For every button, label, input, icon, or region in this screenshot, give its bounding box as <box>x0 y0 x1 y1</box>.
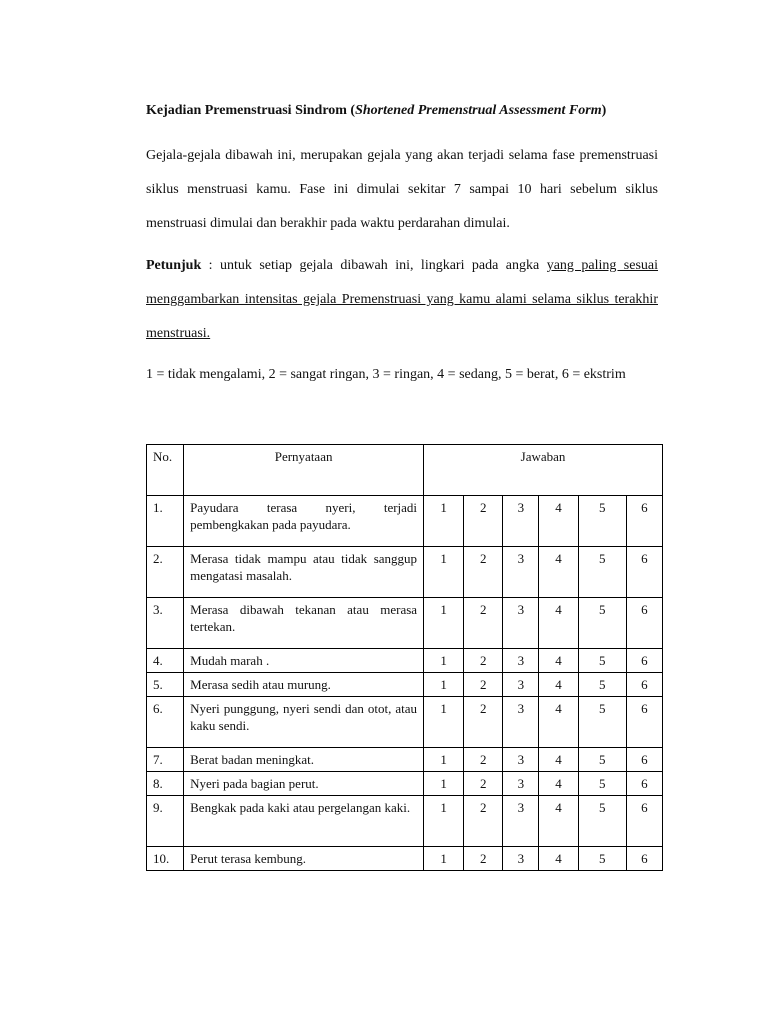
table-row <box>147 547 663 598</box>
row-statement: Bengkak pada kaki atau pergelangan kaki. <box>184 796 424 847</box>
answer-option-6[interactable]: 6 <box>626 598 662 649</box>
header-statement: Pernyataan <box>184 445 424 496</box>
answer-option-5[interactable]: 5 <box>578 649 626 673</box>
answer-option-5[interactable]: 5 <box>578 796 626 847</box>
answer-option-4[interactable]: 4 <box>539 547 578 598</box>
answer-option-4[interactable]: 4 <box>539 496 578 547</box>
table-row <box>147 748 663 772</box>
table-row <box>147 772 663 796</box>
answer-option-4[interactable]: 4 <box>539 772 578 796</box>
table-row <box>147 496 663 547</box>
answer-option-4[interactable]: 4 <box>539 673 578 697</box>
row-statement: Nyeri punggung, nyeri sendi dan otot, atau kaku sendi. <box>184 697 424 748</box>
answer-option-5[interactable]: 5 <box>578 697 626 748</box>
answer-option-4[interactable]: 4 <box>539 796 578 847</box>
answer-option-1[interactable]: 1 <box>424 697 464 748</box>
answer-option-1[interactable]: 1 <box>424 772 464 796</box>
answer-option-3[interactable]: 3 <box>503 847 539 871</box>
answer-option-5[interactable]: 5 <box>578 847 626 871</box>
answer-option-1[interactable]: 1 <box>424 796 464 847</box>
assessment-table-body <box>147 445 663 871</box>
row-number: 3. <box>147 598 184 649</box>
row-number: 5. <box>147 673 184 697</box>
answer-option-1[interactable]: 1 <box>424 748 464 772</box>
row-statement: Perut terasa kembung. <box>184 847 424 871</box>
table-row <box>147 796 663 847</box>
row-statement: Nyeri pada bagian perut. <box>184 772 424 796</box>
answer-option-2[interactable]: 2 <box>464 547 503 598</box>
title-main: Kejadian Premenstruasi Sindrom ( <box>146 103 356 118</box>
row-number: 8. <box>147 772 184 796</box>
answer-option-6[interactable]: 6 <box>626 649 662 673</box>
answer-option-6[interactable]: 6 <box>626 772 662 796</box>
answer-option-5[interactable]: 5 <box>578 748 626 772</box>
table-row <box>147 649 663 673</box>
instructions-paragraph <box>146 249 658 351</box>
answer-option-1[interactable]: 1 <box>424 496 464 547</box>
answer-option-3[interactable]: 3 <box>503 772 539 796</box>
answer-option-1[interactable]: 1 <box>424 847 464 871</box>
answer-option-3[interactable]: 3 <box>503 796 539 847</box>
answer-option-4[interactable]: 4 <box>539 697 578 748</box>
answer-option-5[interactable]: 5 <box>578 598 626 649</box>
answer-option-4[interactable]: 4 <box>539 649 578 673</box>
row-statement: Berat badan meningkat. <box>184 748 424 772</box>
answer-option-4[interactable]: 4 <box>539 847 578 871</box>
row-number: 1. <box>147 496 184 547</box>
answer-option-6[interactable]: 6 <box>626 748 662 772</box>
answer-option-1[interactable]: 1 <box>424 673 464 697</box>
answer-option-2[interactable]: 2 <box>464 649 503 673</box>
row-number: 6. <box>147 697 184 748</box>
table-row <box>147 673 663 697</box>
title-close: ) <box>601 103 607 118</box>
answer-option-5[interactable]: 5 <box>578 547 626 598</box>
answer-option-5[interactable]: 5 <box>578 496 626 547</box>
answer-option-6[interactable]: 6 <box>626 796 662 847</box>
row-statement: Merasa dibawah tekanan atau merasa tertekan. <box>184 598 424 649</box>
table-row <box>147 847 663 871</box>
assessment-table <box>146 444 663 871</box>
answer-option-3[interactable]: 3 <box>503 697 539 748</box>
answer-option-1[interactable]: 1 <box>424 547 464 598</box>
title-italic: Shortened Premenstrual Assessment Form <box>355 103 602 118</box>
scale-legend: 1 = tidak mengalami, 2 = sangat ringan, 3 = ringan, 4 = sedang, 5 = berat, 6 = ekstrim <box>146 367 626 382</box>
answer-option-2[interactable]: 2 <box>464 673 503 697</box>
answer-option-1[interactable]: 1 <box>424 598 464 649</box>
answer-option-1[interactable]: 1 <box>424 649 464 673</box>
row-number: 10. <box>147 847 184 871</box>
answer-option-3[interactable]: 3 <box>503 598 539 649</box>
answer-option-2[interactable]: 2 <box>464 772 503 796</box>
instructions-label: Petunjuk <box>146 258 202 273</box>
table-row <box>147 598 663 649</box>
answer-option-4[interactable]: 4 <box>539 598 578 649</box>
row-number: 7. <box>147 748 184 772</box>
answer-option-6[interactable]: 6 <box>626 496 662 547</box>
answer-option-3[interactable]: 3 <box>503 673 539 697</box>
answer-option-4[interactable]: 4 <box>539 748 578 772</box>
row-number: 9. <box>147 796 184 847</box>
answer-option-6[interactable]: 6 <box>626 847 662 871</box>
instructions-underlined: yang paling sesuai menggambarkan intensitas gejala Premenstruasi yang kamu alami selama siklus terakhir menstruasi. <box>146 258 659 341</box>
row-statement: Merasa sedih atau murung. <box>184 673 424 697</box>
answer-option-3[interactable]: 3 <box>503 748 539 772</box>
answer-option-5[interactable]: 5 <box>578 772 626 796</box>
answer-option-3[interactable]: 3 <box>503 649 539 673</box>
answer-option-6[interactable]: 6 <box>626 547 662 598</box>
answer-option-3[interactable]: 3 <box>503 496 539 547</box>
table-row <box>147 697 663 748</box>
answer-option-6[interactable]: 6 <box>626 673 662 697</box>
answer-option-2[interactable]: 2 <box>464 748 503 772</box>
answer-option-5[interactable]: 5 <box>578 673 626 697</box>
header-answer: Jawaban <box>424 445 663 496</box>
intro-paragraph: Gejala-gejala dibawah ini, merupakan gejala yang akan terjadi selama fase premenstruasi siklus menstruasi kamu. Fase ini dimulai sekitar 7 sampai 10 hari sebelum siklus menstruasi dimulai dan berakhir pada waktu perdarahan dimulai. <box>146 148 658 231</box>
document-title <box>146 103 666 119</box>
answer-option-3[interactable]: 3 <box>503 547 539 598</box>
answer-option-2[interactable]: 2 <box>464 796 503 847</box>
answer-option-6[interactable]: 6 <box>626 697 662 748</box>
answer-option-2[interactable]: 2 <box>464 598 503 649</box>
answer-option-2[interactable]: 2 <box>464 697 503 748</box>
row-number: 2. <box>147 547 184 598</box>
header-no: No. <box>147 445 184 496</box>
answer-option-2[interactable]: 2 <box>464 847 503 871</box>
row-statement: Mudah marah . <box>184 649 424 673</box>
table-header-row <box>147 445 663 496</box>
row-statement: Payudara terasa nyeri, terjadi pembengkakan pada payudara. <box>184 496 424 547</box>
answer-option-2[interactable]: 2 <box>464 496 503 547</box>
row-number: 4. <box>147 649 184 673</box>
instructions-text: : untuk setiap gejala dibawah ini, lingkari pada angka <box>201 258 547 273</box>
row-statement: Merasa tidak mampu atau tidak sanggup mengatasi masalah. <box>184 547 424 598</box>
